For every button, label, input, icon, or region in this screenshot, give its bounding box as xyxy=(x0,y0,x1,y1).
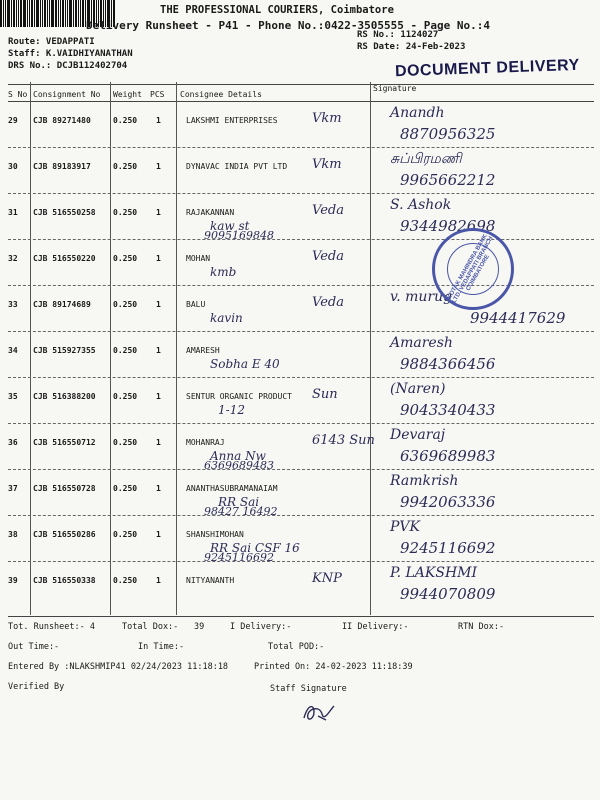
table-bottom-rule xyxy=(8,616,594,617)
row-pcs: 1 xyxy=(156,392,161,401)
row-sno: 33 xyxy=(8,300,18,309)
col-header-weight: Weight xyxy=(113,90,142,99)
row-sno: 34 xyxy=(8,346,18,355)
row-signature-name: Ramkrish xyxy=(390,473,459,489)
row-signature-name: PVK xyxy=(390,519,420,535)
row-sno: 35 xyxy=(8,392,18,401)
row-route-note: Sun xyxy=(312,387,338,402)
row-consignee: DYNAVAC INDIA PVT LTD xyxy=(186,162,288,171)
row-consignee: LAKSHMI ENTERPRISES xyxy=(186,116,278,125)
row-divider xyxy=(8,331,594,332)
col-divider xyxy=(30,82,31,615)
row-divider xyxy=(8,377,594,378)
row-weight: 0.250 xyxy=(113,254,138,263)
row-consignee: SHANSHIMOHAN xyxy=(186,530,244,539)
row-divider xyxy=(8,239,594,240)
row-signature-phone: 6369689983 xyxy=(400,447,496,465)
printed-on: Printed On: 24-02-2023 11:18:39 xyxy=(254,662,413,672)
row-sno: 32 xyxy=(8,254,18,263)
row-signature-phone: 9245116692 xyxy=(400,539,496,557)
rs-date: RS Date: 24-Feb-2023 xyxy=(357,42,466,52)
row-route-note: Vkm xyxy=(312,111,342,126)
row-phone-note: 9095169848 xyxy=(204,229,274,242)
col-header-sno: S No xyxy=(8,90,28,99)
row-address-note: 1-12 xyxy=(218,403,245,417)
row-signature-name: P. LAKSHMI xyxy=(390,565,478,581)
company-title: THE PROFESSIONAL COURIERS, Coimbatore xyxy=(160,4,394,16)
rs-number: RS No.: 1124027 xyxy=(357,30,439,40)
row-route-note: Veda xyxy=(312,295,344,310)
row-sno: 39 xyxy=(8,576,18,585)
row-sno: 29 xyxy=(8,116,18,125)
row-weight: 0.250 xyxy=(113,392,138,401)
row-consignment: CJB 516550338 xyxy=(33,576,96,585)
row-address-note: RR Sai xyxy=(218,495,260,509)
row-route-note: KNP xyxy=(312,571,342,586)
col-header-pcs: PCS xyxy=(150,90,165,99)
row-consignment: CJB 516550220 xyxy=(33,254,96,263)
row-signature-name: v. murug xyxy=(390,289,453,305)
row-address-note: Sobha E 40 xyxy=(210,357,280,371)
row-divider xyxy=(8,147,594,148)
row-consignment: CJB 516550286 xyxy=(33,530,96,539)
row-pcs: 1 xyxy=(156,162,161,171)
row-consignee: BALU xyxy=(186,300,206,309)
row-address-note: kaw st xyxy=(210,219,250,233)
total-dox-value: 39 xyxy=(194,622,205,632)
row-consignment: CJB 515927355 xyxy=(33,346,96,355)
row-consignee: RAJAKANNAN xyxy=(186,208,235,217)
row-pcs: 1 xyxy=(156,576,161,585)
total-pod: Total POD:- xyxy=(268,642,325,652)
row-pcs: 1 xyxy=(156,116,161,125)
i-delivery: I Delivery:- xyxy=(230,622,292,632)
row-consignment: CJB 516550712 xyxy=(33,438,96,447)
row-weight: 0.250 xyxy=(113,208,138,217)
row-consignee: MOHANRAJ xyxy=(186,438,225,447)
row-route-note: Veda xyxy=(312,249,344,264)
row-signature-name: (Naren) xyxy=(390,381,446,397)
col-header-signature: Signature xyxy=(373,84,417,93)
row-sno: 36 xyxy=(8,438,18,447)
col-divider xyxy=(370,82,371,615)
staff-label: Staff: K.VAIDHIYANATHAN xyxy=(8,49,133,59)
row-divider xyxy=(8,515,594,516)
route-label: Route: VEDAPPATI xyxy=(8,37,95,47)
staff-signature-scribble xyxy=(300,700,340,726)
row-signature-phone: 9884366456 xyxy=(400,355,496,373)
entered-by: Entered By :NLAKSHMIP41 02/24/2023 11:18:18 xyxy=(8,662,229,672)
row-sno: 37 xyxy=(8,484,18,493)
col-divider xyxy=(110,82,111,615)
row-weight: 0.250 xyxy=(113,116,138,125)
col-header-consignment: Consignment No xyxy=(33,90,101,99)
row-pcs: 1 xyxy=(156,530,161,539)
row-consignment: CJB 516388200 xyxy=(33,392,96,401)
row-pcs: 1 xyxy=(156,484,161,493)
table-header-rule xyxy=(8,101,594,102)
tot-runsheet: Tot. Runsheet:- 4 xyxy=(8,622,95,632)
row-consignee: SENTUR ORGANIC PRODUCT xyxy=(186,392,292,401)
col-divider xyxy=(176,82,177,615)
row-signature-phone: 9944070809 xyxy=(400,585,496,603)
row-consignee: ANANTHASUBRAMANAIAM xyxy=(186,484,278,493)
row-phone-note: 9245116692 xyxy=(204,551,274,564)
row-phone-note: 6369689483 xyxy=(204,459,274,472)
verified-by: Verified By xyxy=(8,682,65,692)
row-signature-phone: 9942063336 xyxy=(400,493,496,511)
row-pcs: 1 xyxy=(156,254,161,263)
total-dox-label: Total Dox:- xyxy=(122,622,179,632)
staff-signature-label: Staff Signature xyxy=(270,684,347,694)
row-signature-phone: 8870956325 xyxy=(400,125,496,143)
row-sno: 31 xyxy=(8,208,18,217)
runsheet-subtitle: Delivery Runsheet - P41 - Phone No.:0422-3505555 - Page No.:4 xyxy=(86,19,490,32)
row-pcs: 1 xyxy=(156,300,161,309)
row-signature-name: Devaraj xyxy=(390,427,446,443)
row-route-note: Veda xyxy=(312,203,344,218)
row-signature-name: Anandh xyxy=(390,105,445,121)
row-address-note: Anna Nw xyxy=(210,449,266,463)
table-top-rule xyxy=(8,84,594,85)
row-signature-phone: 9944417629 xyxy=(470,309,566,327)
row-weight: 0.250 xyxy=(113,530,138,539)
row-consignment: CJB 516550258 xyxy=(33,208,96,217)
row-consignee: NITYANANTH xyxy=(186,576,235,585)
row-signature-name: சுப்பிரமணி xyxy=(390,151,462,167)
row-divider xyxy=(8,561,594,562)
out-time: Out Time:- xyxy=(8,642,60,652)
row-consignment: CJB 89183917 xyxy=(33,162,91,171)
row-consignee: MOHAN xyxy=(186,254,211,263)
drs-number: DRS No.: DCJB112402704 xyxy=(8,61,128,71)
row-pcs: 1 xyxy=(156,346,161,355)
row-weight: 0.250 xyxy=(113,346,138,355)
row-divider xyxy=(8,469,594,470)
row-route-note: 6143 Sun xyxy=(312,433,375,448)
row-divider xyxy=(8,193,594,194)
row-consignment: CJB 89271480 xyxy=(33,116,91,125)
row-pcs: 1 xyxy=(156,208,161,217)
bank-seal xyxy=(432,228,514,310)
row-pcs: 1 xyxy=(156,438,161,447)
row-weight: 0.250 xyxy=(113,300,138,309)
row-weight: 0.250 xyxy=(113,576,138,585)
row-sno: 30 xyxy=(8,162,18,171)
row-address-note: RR Sai CSF 16 xyxy=(210,541,300,555)
row-sno: 38 xyxy=(8,530,18,539)
row-consignment: CJB 89174689 xyxy=(33,300,91,309)
row-divider xyxy=(8,423,594,424)
row-signature-phone: 9965662212 xyxy=(400,171,496,189)
bank-seal-text: KOTAK MAHINDRA BANK LTD. VEDAPPATI BRANCH COIMBATORE xyxy=(446,233,495,305)
row-signature-phone: 9344982698 xyxy=(400,217,496,235)
row-weight: 0.250 xyxy=(113,484,138,493)
row-signature-name: S. Ashok xyxy=(390,197,452,213)
row-route-note: Vkm xyxy=(312,157,342,172)
row-consignment: CJB 516550728 xyxy=(33,484,96,493)
row-signature-name: Amaresh xyxy=(390,335,453,351)
row-signature-phone: 9043340433 xyxy=(400,401,496,419)
row-weight: 0.250 xyxy=(113,438,138,447)
row-address-note: kmb xyxy=(210,265,237,279)
row-address-note: kavin xyxy=(210,311,243,325)
document-delivery-stamp: DOCUMENT DELIVERY xyxy=(394,56,581,81)
ii-delivery: II Delivery:- xyxy=(342,622,409,632)
row-consignee: AMARESH xyxy=(186,346,220,355)
row-phone-note: 98427 16492 xyxy=(204,505,278,518)
rtn-dox: RTN Dox:- xyxy=(458,622,505,632)
row-weight: 0.250 xyxy=(113,162,138,171)
in-time: In Time:- xyxy=(138,642,185,652)
col-header-consignee: Consignee Details xyxy=(180,90,262,99)
